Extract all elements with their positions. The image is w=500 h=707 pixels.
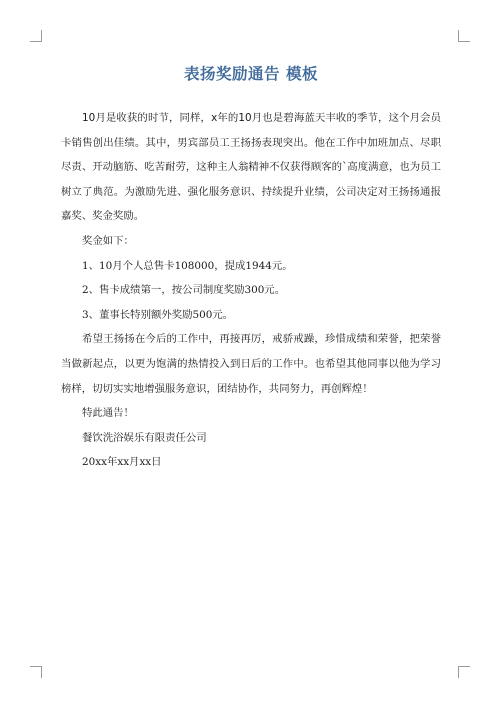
crop-mark-bottom-left <box>30 666 42 678</box>
intro-paragraph: 10月是收获的时节，同样，x年的10月也是碧海蓝天丰收的季节，这个月会员卡销售创出佳绩。其中，男宾部员工王扬扬表现突出。他在工作中加班加点、尽职尽责、开动脑筋、吃苦耐劳，这种主人翁精神不仅获得顾客的`高度满意，也为员工树立了典范。为激励先进、强化服务意识、持续提升业绩，公司决定对王扬扬通报嘉奖、奖金奖励。 <box>61 112 441 223</box>
crop-mark-bottom-right <box>458 666 470 678</box>
bonus-item-2: 2、售卡成绩第一，按公司制度奖励300元。 <box>82 284 286 297</box>
closing-line: 特此通告！ <box>82 407 134 420</box>
hope-paragraph: 希望王扬扬在今后的工作中，再接再厉，戒骄戒躁，珍惜成绩和荣誉，把荣誉当做新起点，以更为饱满的热情投入到日后的工作中。也希望其他同事以他为学习榜样，切切实实地增强服务意识，团结协作，共同努力，再创辉煌！ <box>61 333 441 395</box>
company-name: 餐饮洗浴娱乐有限责任公司 <box>82 431 207 444</box>
document-date: 20xx年xx月xx日 <box>82 456 162 469</box>
document-body <box>61 106 441 475</box>
crop-mark-top-left <box>30 30 42 42</box>
document-title: 表扬奖励通告 模板 <box>184 65 318 83</box>
bonus-heading: 奖金如下： <box>82 234 134 247</box>
bonus-item-3: 3、董事长特别额外奖励500元。 <box>82 308 234 321</box>
document-content <box>61 60 441 475</box>
bonus-item-1: 1、10月个人总售卡108000，提成1944元。 <box>82 259 293 272</box>
crop-mark-top-right <box>458 30 470 42</box>
